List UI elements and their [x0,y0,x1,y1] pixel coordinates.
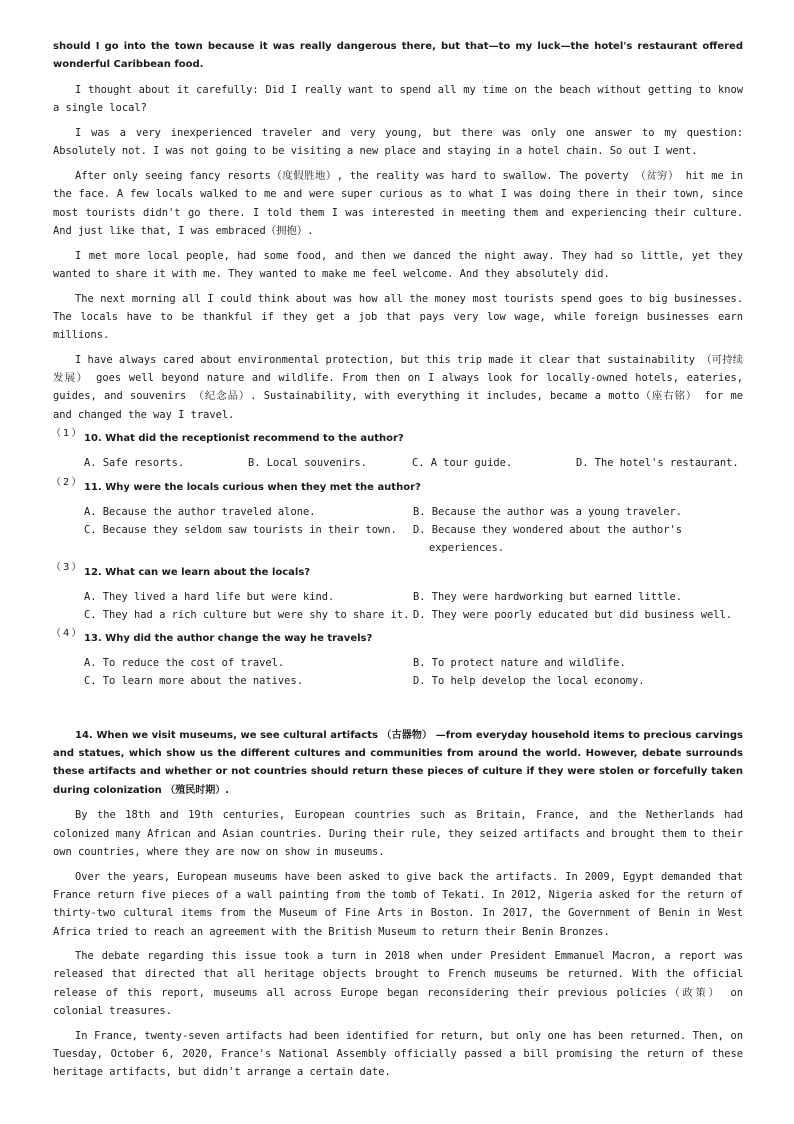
passage-a-paragraph-7: I have always cared about environmental protection, but this trip made it clear that sustainability （可持续发展） goes well beyond nature and wildlife. From then on I always look for locally-owned hotels, eateries, guides, and souvenirs （纪念品）. Sustainability, with everything it includes, became a motto（座右铭） for me and changed the way I travel. [53,353,743,421]
option-c[interactable]: C. To learn more about the natives. [84,675,303,688]
option-d[interactable]: D. Because they wondered about the author's experiences. [413,523,682,555]
question-12 [51,561,743,625]
option-d[interactable]: D. To help develop the local economy. [413,675,645,688]
options-row [53,454,743,472]
option-b[interactable]: B. Because the author was a young traveler. [413,505,682,518]
passage-a-paragraph-5: I met more local people, had some food, and then we danced the night away. They had so little, yet they wanted to share it with me. They wanted to make me feel welcome. And they absolutely did. [53,249,743,280]
option-d[interactable]: D. They were poorly educated but did business well. [413,608,733,621]
options-grid [53,588,743,625]
passage-b-paragraph-4: In France, twenty-seven artifacts had been identified for return, but only one has been returned. Then, on Tuesday, October 6, 2020, France's National Assembly officially passed a bill promising the return of these heritage artifacts, but didn't arrange a certain date. [53,1029,743,1079]
option-a[interactable]: A. To reduce the cost of travel. [84,657,285,670]
question-marker: （3） [51,561,84,573]
passage-a-paragraph-2: I thought about it carefully: Did I really want to spend all my time on the beach without getting to know a single local? [53,83,743,115]
option-c[interactable]: C. Because they seldom saw tourists in their town. [84,523,397,536]
passage-a-paragraph-6: The next morning all I could think about was how all the money most tourists spend goes to big businesses. The locals have to be thankful if they get a job that pays very low wage, while foreign businesses earn millions. [53,292,743,342]
option-d[interactable]: D. The hotel's restaurant. [576,457,739,470]
question-marker: （2） [51,476,84,488]
question-stem: 11. Why were the locals curious when they met the author? [84,481,421,493]
question-stem: 13. Why did the author change the way he travels? [84,633,373,645]
option-a[interactable]: A. Safe resorts. [84,457,185,470]
passage-b-paragraph-1: By the 18th and 19th centuries, European countries such as Britain, France, and the Netherlands had colonized many African and Asian countries. During their rule, they seized artifacts and brought them to their own countries, where they are now on show in museums. [53,809,743,858]
options-grid [53,654,743,691]
option-c[interactable]: C. They had a rich culture but were shy to share it. [84,608,410,621]
passage-b-paragraph-2: Over the years, European museums have been asked to give back the artifacts. In 2009, Egypt demanded that France return five pieces of a wall painting from the tomb of Tekati. In 2012, Nigeria asked for the return of thirty-two cultural items from the Museum of Fine Arts in Boston. In 2017, the Government of Benin in West Africa tried to reach an agreement with the British Museum to return their Benin Bronzes. [53,870,743,938]
passage-a-paragraph-3: I was a very inexperienced traveler and very young, but there was only one answer to my question: Absolutely not. I was not going to be visiting a new place and staying in a hotel chain. So out I went. [53,126,743,158]
option-a[interactable]: A. They lived a hard life but were kind. [84,590,335,603]
passage-b-intro: 14. When we visit museums, we see cultural artifacts （古器物） —from everyday household items to precious carvings and statues, which show us the different cultures and communities from around the world. However, debate surrounds these artifacts and whether or not countries should return these pieces of culture if they were stolen or forcefully taken during colonization （殖民时期）. [53,729,743,796]
options-grid [53,503,743,558]
option-b[interactable]: B. Local souvenirs. [248,457,367,470]
option-c[interactable]: C. A tour guide. [412,457,513,470]
question-10 [53,430,743,472]
option-a[interactable]: A. Because the author traveled alone. [84,505,316,518]
passage-b-paragraph-3: The debate regarding this issue took a turn in 2018 when under President Emmanuel Macron, a report was released that directed that all heritage objects brought to French museums be returned. With the official release of this report, museums all across Europe began reconsidering their previous policies（政策） on colonial treasures. [53,950,743,1018]
question-11 [51,476,743,558]
section-gap [53,697,743,727]
question-stem: 12. What can we learn about the locals? [84,566,311,578]
passage-a-paragraph-4: After only seeing fancy resorts（度假胜地）, the reality was hard to swallow. The poverty （贫穷） hit me in the face. A few locals walked to me and were super curious as to what I was doing there in their town, since most tourists didn't go there. I told them I was interested in meeting them and experiencing their culture. And just like that, I was embraced（拥抱）. [53,169,743,237]
question-marker: （4） [51,628,84,640]
passage-a-paragraph-1: should I go into the town because it was really dangerous there, but that—to my luck—the hotel's restaurant offered wonderful Caribbean food. [53,41,743,71]
option-b[interactable]: B. To protect nature and wildlife. [413,657,626,670]
document-page [53,38,743,1088]
option-b[interactable]: B. They were hardworking but earned little. [413,590,682,603]
question-marker: （1） [51,428,84,440]
question-stem: 10. What did the receptionist recommend to the author? [84,433,404,445]
question-13 [53,630,743,691]
